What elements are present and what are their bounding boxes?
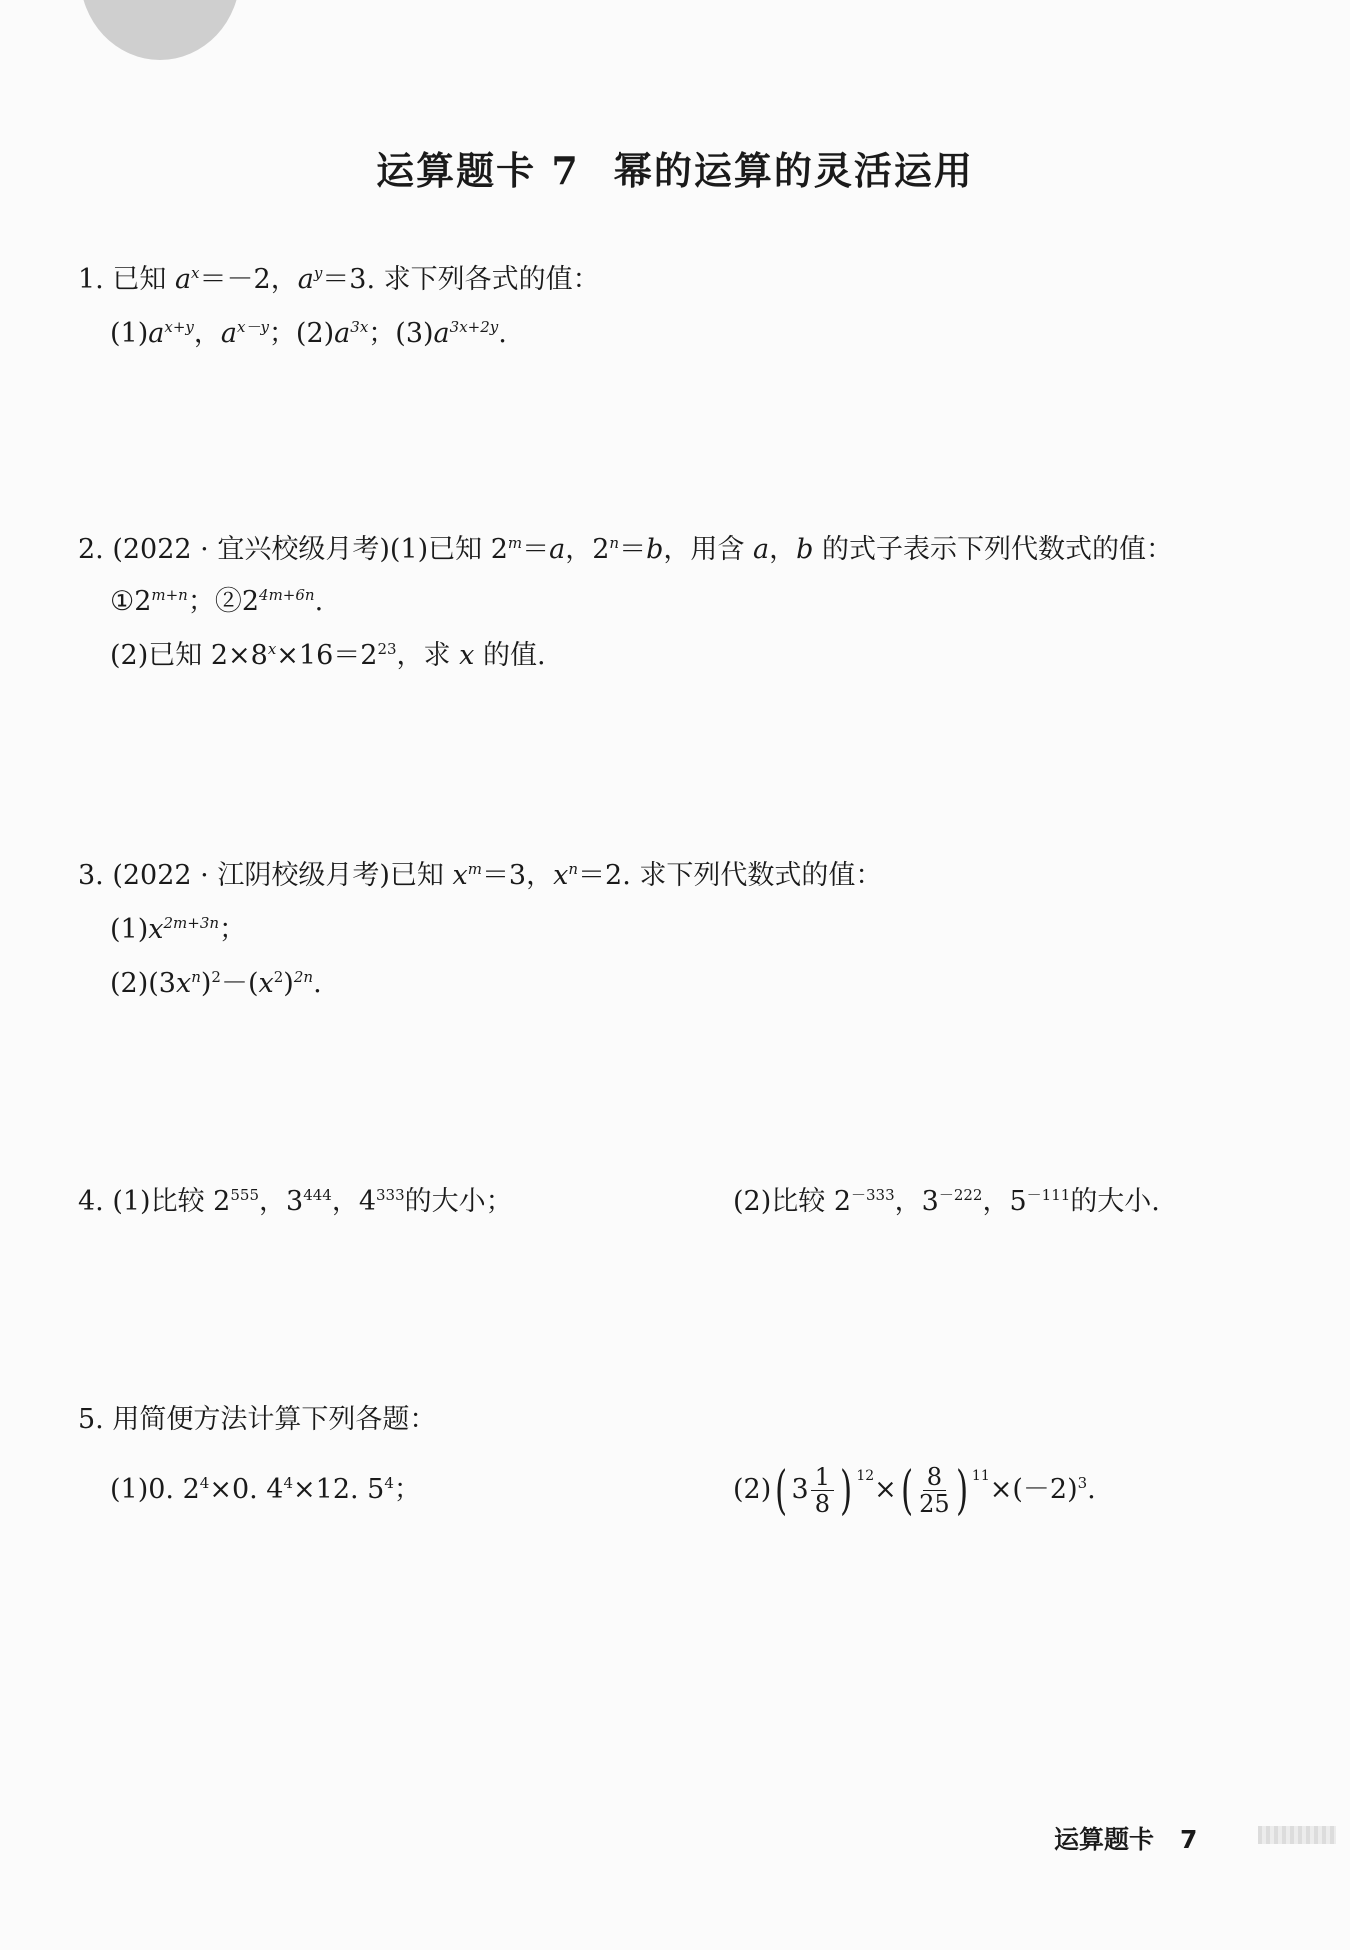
question-4-part-2: (2)比较 $2^{-333}$，$3^{-222}$，$5^{-111}$的大小.: [733, 1186, 1160, 1217]
card-number: 运算题卡 7: [376, 148, 580, 193]
page-number: 7: [1180, 1825, 1198, 1854]
page-title: [0, 140, 1350, 195]
fraction-one-eighth: $\frac{1}{8}$: [811, 1464, 834, 1517]
question-3-part-2: $(2)(3x^n)^2-(x^2)^{2n}$.: [110, 968, 322, 999]
question-2-part-1-items: $①2^{m+n}$；$②2^{4m+6n}$.: [110, 586, 324, 617]
corner-decoration: [80, 0, 240, 60]
question-4-part-1: 4. (1)比较 $2^{555}$，$3^{444}$，$4^{333}$的大小；: [78, 1186, 513, 1217]
question-5-part-2: (2)( 3 $\frac{1}{8}$ ) $^{12}$×( $\frac{8}{25}$ ) $^{11}\times(-2)^3$.: [733, 1460, 1096, 1521]
card-topic: 幂的运算的灵活运用: [613, 148, 974, 193]
question-1-stem: 1. 已知 $a^x=-2$，$a^y=3$. 求下列各式的值：: [78, 264, 600, 295]
footer-label: 运算题卡: [1054, 1825, 1155, 1854]
footer-decoration: [1258, 1826, 1336, 1844]
question-2-stem: 2. (2022 · 宜兴校级月考)(1)已知 $2^m=a$，$2^n=b$，用含 a，b 的式子表示下列代数式的值：: [78, 534, 1173, 565]
question-2-part-2: (2)已知 $2\times 8^x\times 16=2^{23}$，求 x 的值.: [110, 640, 546, 671]
fraction-eight-twentyfifths: $\frac{8}{25}$: [919, 1463, 950, 1518]
question-5-stem: 5. 用简便方法计算下列各题：: [78, 1404, 437, 1435]
question-3-part-1: $(1)x^{2m+3n}$；: [110, 914, 247, 945]
question-5-part-1: (1)0. $2^4\times 0$. $4^4\times 12$. $5^4$；: [110, 1474, 421, 1505]
question-3-stem: 3. (2022 · 江阴校级月考)已知 $x^m=3$，$x^n=2$. 求下列代数式的值：: [78, 860, 883, 891]
question-1-parts: $(1)a^{x+y}$，$a^{x-y}$；$(2)a^{3x}$；$(3)a^{3x+2y}$.: [110, 318, 507, 349]
page-footer: [1054, 1820, 1197, 1856]
